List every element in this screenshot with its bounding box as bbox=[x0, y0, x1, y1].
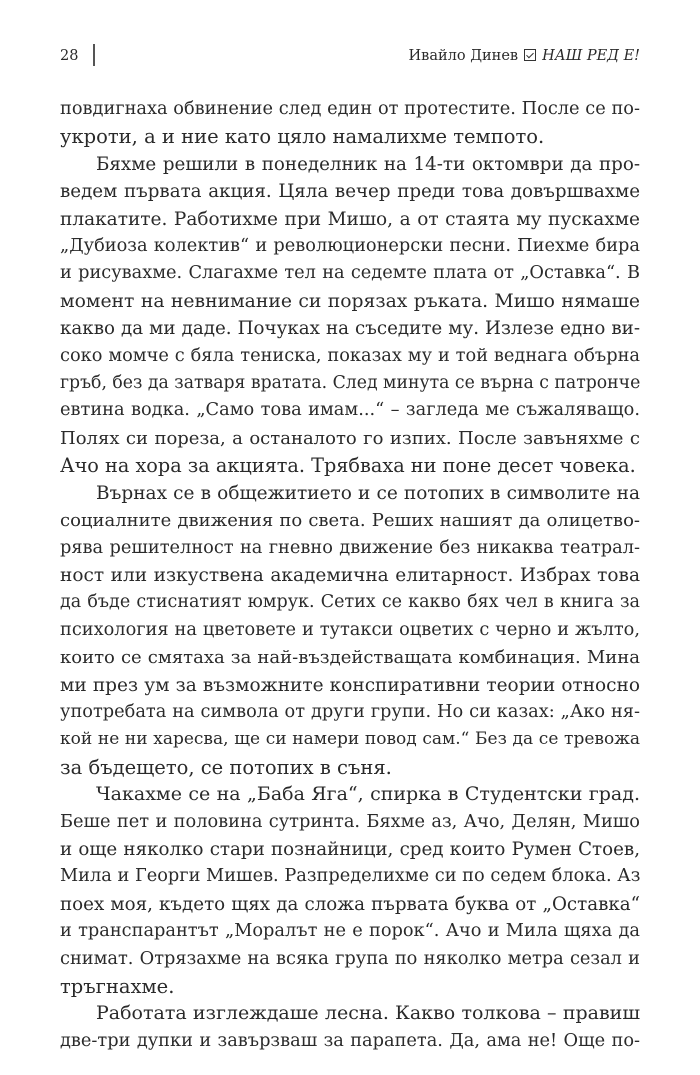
text-line: психология на цветовете и тутакси оцветих с черно и жълто, bbox=[60, 619, 640, 640]
text-line: момент на невнимание си порязах ръката. Мишо нямаше bbox=[60, 290, 640, 312]
text-line: които се смятаха за най-въздействащата комбинация. Мина bbox=[60, 647, 640, 669]
text-line: плакатите. Работихме при Мишо, а от стаята му пускахме bbox=[60, 208, 640, 230]
text-line: укроти, а и ние като цяло намалихме темпото. bbox=[60, 125, 545, 149]
text-line: тръгнахме. bbox=[60, 975, 175, 998]
text-line: и още няколко стари познайници, сред които Румен Стоев, bbox=[60, 838, 640, 860]
text-line: Беше пет и половина сутринта. Бяхме аз, Ачо, Делян, Мишо bbox=[60, 811, 640, 832]
text-line: снимат. Отрязахме на всяка група по няколко метра сезал и bbox=[60, 948, 640, 969]
text-line: Чакахме се на „Баба Яга“, спирка в Студентски град. bbox=[96, 783, 640, 806]
book-title: НАШ РЕД Е! bbox=[542, 48, 640, 64]
text-line: Работата изглеждаше лесна. Какво толкова – правиш bbox=[96, 1002, 640, 1025]
text-line: да бъде стиснатият юмрук. Сетих се какво бях чел в книга за bbox=[60, 592, 640, 613]
text-line: две-три дупки и завързваш за парапета. Да, ама не! Още по- bbox=[60, 1030, 640, 1051]
text-line: социалните движения по света. Реших нашият да олицетво- bbox=[60, 510, 640, 532]
author-name: Ивайло Динев bbox=[408, 48, 519, 64]
text-line: и рисувахме. Слагахме тел на седемте плата от „Оставка“. В bbox=[60, 263, 640, 284]
text-line: Ачо на хора за акцията. Трябваха ни поне десет човека. bbox=[60, 454, 636, 478]
header-right bbox=[409, 48, 640, 64]
text-line: повдигнаха обвинение след един от протестите. После се по- bbox=[60, 99, 640, 119]
text-line: Бяхме решили в понеделник на 14-ти октомври да про- bbox=[96, 153, 640, 175]
page-number: 28 bbox=[60, 48, 79, 64]
text-line: ми през ум за възможните конспиративни теории относно bbox=[60, 674, 640, 696]
text-line: Върнах се в общежитието и се потопих в символите на bbox=[96, 482, 640, 504]
text-line: Полях си пореза, а останалото го изпих. После завъняхме с bbox=[60, 427, 640, 449]
checkbox-icon bbox=[524, 49, 536, 61]
text-line: и транспарантът „Моралът не е порок“. Ачо и Мила щяха да bbox=[60, 921, 640, 942]
text-line: кой не ни харесва, ще си намери повод сам.“ Без да се тревожа bbox=[60, 729, 640, 750]
text-line: какво да ми даде. Почуках на съседите му. Излезе едно ви- bbox=[60, 318, 640, 340]
text-line: поех моя, където щях да сложа първата буква от „Оставка“ bbox=[60, 893, 640, 915]
text-line: гръб, без да затваря вратата. След минута се върна с патронче bbox=[60, 373, 641, 394]
text-line: ведем първата акция. Цяла вечер преди това довършвахме bbox=[60, 181, 640, 203]
text-line: ност или изкуствена академична елитарност. Избрах това bbox=[60, 564, 640, 586]
header-divider bbox=[93, 44, 95, 66]
body-text bbox=[60, 96, 640, 1055]
text-line: „Дубиоза колектив“ и революционерски песни. Пиехме бира bbox=[60, 236, 640, 257]
running-header bbox=[60, 44, 640, 68]
text-line: соко момче с бяла тениска, показах му и той веднага обърна bbox=[60, 345, 640, 366]
text-line: Мила и Георги Мишев. Разпределихме си по седем блока. Аз bbox=[60, 866, 641, 887]
text-line: употребата на символа от други групи. Но си казах: „Ако ня- bbox=[60, 701, 640, 722]
text-line: евтина водка. „Само това имам...“ – загледа ме съжаляващо. bbox=[60, 400, 640, 421]
text-line: рява решителност на гневно движение без никаква театрал- bbox=[60, 537, 640, 558]
text-line: за бъдещето, се потопих в съня. bbox=[60, 755, 392, 779]
